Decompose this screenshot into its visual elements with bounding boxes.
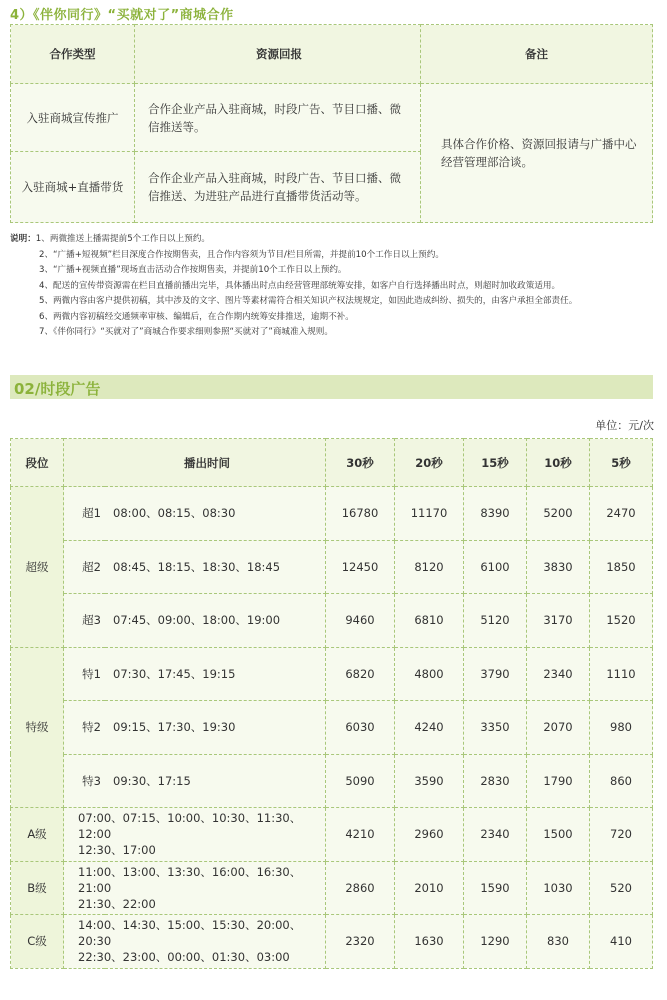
header-remark: 备注: [421, 25, 653, 84]
sub-level-label: 特1: [64, 647, 106, 701]
table-row: [11, 808, 653, 862]
note-item: 5、两微内容由客户提供初稿，其中涉及的文字、图片等素材需符合相关知识产权法规规定，如因此造成纠纷、损失的，由客户承担全部责任。: [39, 296, 578, 306]
sub-level-label: 超3: [64, 594, 106, 648]
cooperation-reward: 合作企业产品入驻商城，时段广告、节目口播、微信推送、为进驻产品进行直播带货活动等。: [135, 152, 421, 223]
header-reward: 资源回报: [135, 25, 421, 84]
note-item: 3、“广播+视频直播”现场直击活动合作按期售卖，并提前10个工作日以上预约。: [39, 265, 347, 275]
price-cell: 1290: [464, 915, 527, 969]
sub-level-label: 特2: [64, 701, 106, 755]
note-item: 1、两微推送上播需提前5个工作日以上预约。: [35, 234, 211, 244]
price-cell: 4210: [326, 808, 395, 862]
header-time: 播出时间: [64, 439, 326, 487]
table-row: [11, 861, 653, 915]
level-label: 超级: [11, 487, 64, 648]
price-cell: 1520: [590, 594, 653, 648]
notes-label: 说明：: [10, 234, 36, 244]
note-item: 2、“广播+短视频”栏目深度合作按期售卖，且合作内容须为节目/栏目所需，并提前10个工作日以上预约。: [39, 249, 444, 260]
price-cell: 3590: [395, 754, 464, 808]
section2-band: [10, 375, 653, 399]
cooperation-type: 入驻商城宣传推广: [11, 84, 135, 152]
air-time: [64, 861, 326, 915]
price-cell: 3790: [464, 647, 527, 701]
table-row: [11, 701, 653, 755]
price-cell: 1630: [395, 915, 464, 969]
price-cell: 1590: [464, 861, 527, 915]
price-cell: 2470: [590, 487, 653, 541]
price-cell: 5090: [326, 754, 395, 808]
price-cell: 2070: [527, 701, 590, 755]
table-row: [11, 647, 653, 701]
price-cell: 12450: [326, 540, 395, 594]
air-time: 08:00、08:15、08:30: [105, 487, 326, 541]
note-item: 4、配送的宣传带资源需在栏目直播前播出完毕，具体播出时点由经营管理部统筹安排，如客户自行选择播出时点，则超时加收政策适用。: [39, 280, 561, 291]
air-time-line: 12:30、17:00: [78, 843, 156, 858]
price-cell: 8120: [395, 540, 464, 594]
price-cell: 4800: [395, 647, 464, 701]
table-row: [11, 487, 653, 541]
cooperation-reward: 合作企业产品入驻商城，时段广告、节目口播、微信推送等。: [135, 84, 421, 152]
price-cell: 1030: [527, 861, 590, 915]
price-cell: 860: [590, 754, 653, 808]
price-cell: 410: [590, 915, 653, 969]
air-time-line: 22:30、23:00、00:00、01:30、03:00: [78, 950, 290, 965]
air-time-line: 14:00、14:30、15:00、15:30、20:00、20:30: [78, 918, 302, 949]
price-cell: 2340: [464, 808, 527, 862]
price-cell: 520: [590, 861, 653, 915]
header-duration: 5秒: [590, 439, 653, 487]
header-duration: 20秒: [395, 439, 464, 487]
header-duration: 15秒: [464, 439, 527, 487]
air-time: [64, 808, 326, 862]
sub-level-label: 超1: [64, 487, 106, 541]
price-cell: 2860: [326, 861, 395, 915]
level-label: 特级: [11, 647, 64, 808]
price-cell: 6030: [326, 701, 395, 755]
air-time: 07:30、17:45、19:15: [105, 647, 326, 701]
price-cell: 6100: [464, 540, 527, 594]
cooperation-type: 入驻商城+直播带货: [11, 152, 135, 223]
price-cell: 4240: [395, 701, 464, 755]
price-cell: 3170: [527, 594, 590, 648]
price-cell: 1110: [590, 647, 653, 701]
level-label: C级: [11, 915, 64, 969]
air-time: 07:45、09:00、18:00、19:00: [105, 594, 326, 648]
price-cell: 1790: [527, 754, 590, 808]
price-cell: 6820: [326, 647, 395, 701]
header-duration: 30秒: [326, 439, 395, 487]
price-cell: 830: [527, 915, 590, 969]
level-label: A级: [11, 808, 64, 862]
price-cell: 16780: [326, 487, 395, 541]
price-cell: 3830: [527, 540, 590, 594]
header-type: 合作类型: [11, 25, 135, 84]
air-time: 09:30、17:15: [105, 754, 326, 808]
price-cell: 980: [590, 701, 653, 755]
note-item: 7、《伴你同行》“买就对了”商城合作要求细则参照“买就对了”商城准入规则。: [39, 327, 333, 337]
price-cell: 5200: [527, 487, 590, 541]
price-cell: 9460: [326, 594, 395, 648]
cooperation-remark: 具体合作价格、资源回报请与广播中心经营管理部洽谈。: [421, 84, 653, 223]
price-cell: 6810: [395, 594, 464, 648]
section4-title: 4）《伴你同行》“买就对了”商城合作: [10, 8, 234, 23]
table-row: [11, 754, 653, 808]
table-row: [11, 915, 653, 969]
air-time: 09:15、17:30、19:30: [105, 701, 326, 755]
note-item: 6、两微内容初稿经交通频率审核、编辑后，在合作期内统筹安排推送，逾期不补。: [39, 311, 354, 322]
price-cell: 5120: [464, 594, 527, 648]
price-cell: 720: [590, 808, 653, 862]
price-cell: 2340: [527, 647, 590, 701]
section2-title: 02/时段广告: [14, 380, 101, 398]
price-unit: 单位：元/次: [595, 419, 654, 432]
price-cell: 8390: [464, 487, 527, 541]
price-cell: 2320: [326, 915, 395, 969]
price-cell: 1500: [527, 808, 590, 862]
level-label: B级: [11, 861, 64, 915]
table-row: [11, 594, 653, 648]
air-time-line: 21:30、22:00: [78, 896, 156, 911]
header-duration: 10秒: [527, 439, 590, 487]
price-cell: 11170: [395, 487, 464, 541]
air-time: 08:45、18:15、18:30、18:45: [105, 540, 326, 594]
notes: [10, 232, 660, 341]
price-cell: 2830: [464, 754, 527, 808]
table-row: [11, 540, 653, 594]
air-time-line: 07:00、07:15、10:00、10:30、11:30、12:00: [78, 811, 302, 842]
price-cell: 2960: [395, 808, 464, 862]
price-table: [10, 438, 653, 969]
air-time: [64, 915, 326, 969]
sub-level-label: 特3: [64, 754, 106, 808]
cooperation-table: [10, 24, 653, 223]
price-cell: 1850: [590, 540, 653, 594]
price-cell: 3350: [464, 701, 527, 755]
air-time-line: 11:00、13:00、13:30、16:00、16:30、21:00: [78, 864, 302, 895]
header-level: 段位: [11, 439, 64, 487]
price-cell: 2010: [395, 861, 464, 915]
sub-level-label: 超2: [64, 540, 106, 594]
